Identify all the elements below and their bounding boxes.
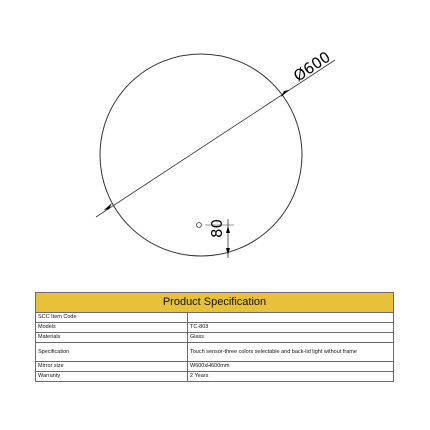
- diameter-arrow-left: [104, 203, 112, 210]
- row-label: SCC Item Code: [36, 313, 188, 323]
- row-label: Warranty: [36, 372, 188, 382]
- row-value: Touch sensor-three colors selectable and back-lid light without frame: [188, 343, 394, 362]
- row-value: 2 Years: [188, 372, 394, 382]
- table-row: [36, 333, 393, 343]
- diameter-arrow-right: [281, 90, 289, 97]
- spec-title: Product Specification: [36, 293, 393, 313]
- table-row: [36, 362, 393, 372]
- sensor-hole: [197, 223, 202, 228]
- row-value: [188, 313, 394, 323]
- row-value: Glass: [188, 333, 394, 343]
- row-label: Materials: [36, 333, 188, 343]
- offset-arrow-top: [226, 226, 230, 233]
- table-row: [36, 343, 393, 362]
- offset-label: 80: [208, 218, 226, 238]
- table-row: [36, 323, 393, 333]
- row-value: W600xH600mm: [188, 362, 394, 372]
- spec-grid: [36, 313, 393, 381]
- table-row: [36, 372, 393, 382]
- row-label: Specification: [36, 343, 188, 362]
- row-label: Mirror size: [36, 362, 188, 372]
- row-label: Models: [36, 323, 188, 333]
- row-value: TC-803: [188, 323, 394, 333]
- product-spec-table: [35, 292, 394, 382]
- table-row: [36, 313, 393, 323]
- diameter-label: Ø600: [290, 47, 334, 86]
